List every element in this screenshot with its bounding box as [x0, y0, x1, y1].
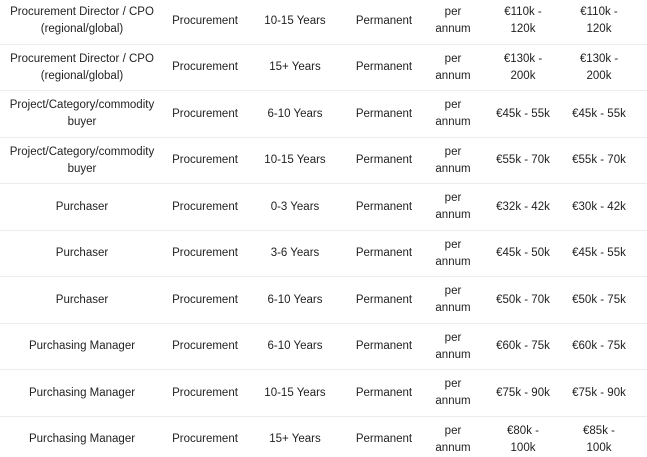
pay-period-cell [428, 324, 478, 370]
experience-cell [256, 138, 334, 184]
experience-cell [256, 324, 334, 370]
job-title-cell [0, 370, 164, 416]
salary-range-a-cell [488, 277, 558, 323]
job-title-cell [0, 231, 164, 277]
function-cell [164, 184, 246, 230]
contract-type-cell-text: Permanent [355, 386, 413, 399]
function-cell [164, 277, 246, 323]
experience-cell-text: 3-6 Years [270, 247, 320, 259]
experience-cell [256, 91, 334, 137]
salary-range-a-cell-line: 200k [510, 69, 536, 82]
pay-period-cell-line: annum [435, 395, 471, 407]
pay-period-cell-line: per [444, 238, 462, 251]
salary-range-a-cell [488, 45, 558, 91]
pay-period-cell [428, 370, 478, 416]
job-title-cell-line: Purchasing Manager [28, 340, 136, 352]
function-cell [164, 324, 246, 370]
experience-cell [256, 277, 334, 323]
pay-period-cell-line: annum [435, 441, 471, 454]
table-row [0, 91, 647, 138]
salary-range-a-cell-line: €45k - 55k [496, 107, 550, 120]
salary-range-b-cell [563, 324, 635, 370]
experience-cell [256, 184, 334, 230]
function-cell [164, 370, 246, 416]
salary-range-a-cell-line: €60k - 75k [496, 340, 550, 352]
pay-period-cell-line: per [444, 378, 462, 390]
table-row [0, 370, 647, 417]
salary-range-a-cell-line: €130k - [503, 52, 543, 65]
job-title-cell [0, 324, 164, 370]
contract-type-cell [346, 370, 422, 416]
table-row [0, 45, 647, 92]
pay-period-cell-line: per [444, 285, 462, 297]
job-title-cell [0, 45, 164, 91]
job-title-cell-line: Purchaser [55, 247, 109, 259]
job-title-cell-line: Purchaser [55, 293, 109, 306]
experience-cell-text: 15+ Years [269, 433, 321, 445]
salary-range-b-cell [563, 0, 635, 44]
salary-range-b-cell-line: €60k - 75k [572, 340, 626, 352]
job-title-cell-line: (regional/global) [40, 23, 124, 35]
job-title-cell-line: Procurement Director / CPO [10, 52, 154, 65]
salary-range-b-cell-line: €50k - 75k [572, 293, 626, 306]
job-title-cell-line: buyer [67, 116, 97, 128]
experience-cell-text: 10-15 Years [264, 386, 326, 399]
experience-cell [256, 231, 334, 277]
salary-range-a-cell [488, 370, 558, 416]
job-title-cell-line: Purchasing Manager [28, 433, 136, 445]
experience-cell [256, 417, 334, 457]
pay-period-cell-line: per [444, 99, 462, 111]
salary-range-b-cell-line: €55k - 70k [572, 154, 626, 166]
contract-type-cell-text: Permanent [355, 433, 413, 445]
contract-type-cell [346, 231, 422, 277]
salary-range-a-cell-line: €32k - 42k [496, 200, 550, 213]
table-row [0, 417, 647, 457]
job-title-cell-line: (regional/global) [40, 69, 124, 82]
pay-period-cell-line: annum [435, 302, 471, 314]
pay-period-cell-line: per [444, 52, 462, 65]
salary-range-b-cell-line: 120k [586, 23, 612, 35]
function-cell-text: Procurement [172, 154, 238, 166]
function-cell-text: Procurement [172, 247, 238, 259]
table-row [0, 324, 647, 371]
salary-range-a-cell [488, 324, 558, 370]
function-cell [164, 231, 246, 277]
salary-range-b-cell-line: €85k - [583, 424, 615, 437]
pay-period-cell [428, 417, 478, 457]
job-title-cell-line: Purchasing Manager [28, 386, 136, 399]
job-title-cell [0, 184, 164, 230]
job-title-cell-line: Purchaser [55, 200, 109, 213]
job-title-cell [0, 417, 164, 457]
contract-type-cell-text: Permanent [355, 200, 413, 213]
salary-range-b-cell [563, 417, 635, 457]
experience-cell-text: 6-10 Years [267, 107, 323, 120]
contract-type-cell [346, 184, 422, 230]
salary-range-a-cell [488, 417, 558, 457]
salary-range-a-cell-line: €110k - [504, 6, 542, 18]
salary-range-b-cell [563, 138, 635, 184]
contract-type-cell-text: Permanent [355, 154, 413, 166]
pay-period-cell-line: annum [435, 348, 471, 361]
function-cell-text: Procurement [172, 340, 238, 352]
pay-period-cell [428, 45, 478, 91]
table-row [0, 231, 647, 278]
salary-range-a-cell-line: €75k - 90k [496, 386, 550, 399]
experience-cell-text: 10-15 Years [264, 154, 326, 166]
pay-period-cell-line: annum [435, 116, 471, 128]
pay-period-cell [428, 184, 478, 230]
salary-range-b-cell-line: 100k [586, 441, 612, 454]
table-row [0, 0, 647, 45]
salary-range-b-cell-line: €110k - [580, 6, 618, 18]
pay-period-cell-line: annum [435, 209, 471, 221]
job-title-cell [0, 91, 164, 137]
function-cell-text: Procurement [172, 433, 238, 445]
salary-range-b-cell [563, 184, 635, 230]
pay-period-cell-line: per [444, 424, 462, 437]
function-cell [164, 417, 246, 457]
experience-cell [256, 370, 334, 416]
pay-period-cell-line: per [444, 192, 462, 204]
pay-period-cell [428, 91, 478, 137]
function-cell [164, 91, 246, 137]
function-cell-text: Procurement [172, 200, 238, 213]
experience-cell-text: 15+ Years [269, 61, 321, 73]
function-cell-text: Procurement [172, 14, 238, 27]
salary-range-b-cell-line: €75k - 90k [572, 386, 626, 399]
experience-cell-text: 10-15 Years [264, 14, 326, 27]
salary-range-b-cell [563, 370, 635, 416]
salary-range-b-cell-line: €130k - [579, 52, 619, 65]
job-title-cell-line: buyer [67, 162, 97, 175]
table-row [0, 138, 647, 185]
salary-range-a-cell-line: 120k [510, 23, 536, 35]
salary-range-b-cell-line: €30k - 42k [572, 200, 626, 213]
pay-period-cell [428, 231, 478, 277]
contract-type-cell-text: Permanent [355, 107, 413, 120]
experience-cell-text: 6-10 Years [267, 293, 323, 306]
pay-period-cell-line: annum [435, 255, 471, 268]
contract-type-cell-text: Permanent [355, 14, 413, 27]
pay-period-cell-line: annum [435, 23, 471, 35]
salary-range-a-cell-line: €80k - [507, 424, 539, 437]
experience-cell-text: 0-3 Years [270, 200, 320, 213]
salary-range-b-cell [563, 277, 635, 323]
pay-period-cell-line: annum [435, 162, 471, 175]
contract-type-cell [346, 138, 422, 184]
salary-range-b-cell-line: €45k - 55k [572, 107, 626, 120]
salary-range-a-cell [488, 231, 558, 277]
function-cell [164, 45, 246, 91]
contract-type-cell [346, 91, 422, 137]
job-title-cell [0, 138, 164, 184]
table-row [0, 184, 647, 231]
salary-range-b-cell-line: 200k [586, 69, 612, 82]
contract-type-cell [346, 324, 422, 370]
contract-type-cell-text: Permanent [355, 247, 413, 259]
contract-type-cell [346, 0, 422, 44]
pay-period-cell-line: annum [435, 69, 471, 82]
pay-period-cell [428, 138, 478, 184]
function-cell [164, 0, 246, 44]
salary-range-b-cell-line: €45k - 55k [572, 247, 626, 259]
salary-range-a-cell [488, 184, 558, 230]
function-cell [164, 138, 246, 184]
experience-cell [256, 45, 334, 91]
job-title-cell [0, 0, 164, 44]
salary-range-a-cell [488, 138, 558, 184]
contract-type-cell-text: Permanent [355, 340, 413, 352]
salary-range-a-cell-line: €50k - 70k [496, 293, 550, 306]
table-row [0, 277, 647, 324]
salary-range-a-cell-line: 100k [510, 441, 536, 454]
job-title-cell-line: Project/Category/commodity [9, 99, 155, 111]
function-cell-text: Procurement [172, 386, 238, 399]
job-title-cell-line: Procurement Director / CPO [10, 6, 154, 18]
salary-range-b-cell [563, 231, 635, 277]
pay-period-cell-line: per [444, 145, 462, 158]
salary-range-a-cell [488, 0, 558, 44]
salary-range-b-cell [563, 91, 635, 137]
contract-type-cell-text: Permanent [355, 293, 413, 306]
contract-type-cell [346, 45, 422, 91]
experience-cell-text: 6-10 Years [267, 340, 323, 352]
function-cell-text: Procurement [172, 61, 238, 73]
job-title-cell-line: Project/Category/commodity [9, 145, 155, 158]
pay-period-cell-line: per [444, 331, 462, 344]
salary-range-a-cell-line: €55k - 70k [496, 154, 550, 166]
function-cell-text: Procurement [172, 107, 238, 120]
salary-range-b-cell [563, 45, 635, 91]
experience-cell [256, 0, 334, 44]
pay-period-cell [428, 277, 478, 323]
pay-period-cell [428, 0, 478, 44]
contract-type-cell [346, 277, 422, 323]
job-title-cell [0, 277, 164, 323]
contract-type-cell-text: Permanent [355, 61, 413, 73]
salary-range-a-cell [488, 91, 558, 137]
pay-period-cell-line: per [444, 6, 462, 18]
salary-range-a-cell-line: €45k - 50k [496, 247, 550, 259]
function-cell-text: Procurement [172, 293, 238, 306]
contract-type-cell [346, 417, 422, 457]
